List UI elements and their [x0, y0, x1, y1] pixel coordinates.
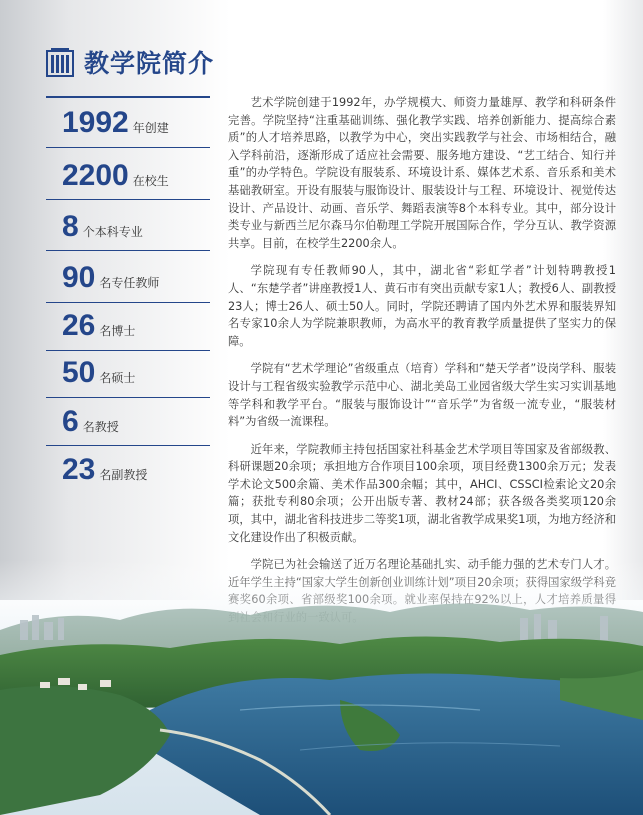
stat-divider	[46, 302, 210, 303]
stat-value: 8	[62, 210, 79, 243]
stat-masters	[62, 358, 135, 388]
stat-value: 50	[62, 356, 96, 389]
stat-label: 在校生	[132, 174, 169, 188]
stat-majors	[62, 212, 143, 242]
stat-students	[62, 161, 169, 191]
article-paragraph: 学院现有专任教师90人，其中，湖北省“彩虹学者”计划特聘教授1人、“东楚学者”讲座教授1人、黄石市有突出贡献专家1人；教授6人、副教授23人；博士26人、硕士50人。同时，学院还聘请了国内外艺术界和服装界知名专家10余人为学院兼职教师，为高水平的教育教学质量提供了坚实力的保障。	[228, 264, 616, 348]
stat-label: 年创建	[132, 121, 169, 135]
header-divider	[46, 96, 210, 98]
stat-value: 2200	[62, 159, 129, 192]
stat-label: 名博士	[99, 324, 136, 338]
stat-doctors	[62, 311, 135, 341]
stat-professors	[62, 407, 119, 437]
stat-associate-professors	[62, 455, 147, 485]
stat-divider	[46, 350, 210, 351]
left-edge-shade	[0, 0, 230, 600]
stat-label: 名副教授	[99, 468, 148, 482]
stat-label: 名硕士	[99, 371, 136, 385]
page-title: 教学院简介	[84, 49, 215, 78]
stat-divider	[46, 147, 210, 148]
stat-label: 名教授	[82, 420, 119, 434]
building-icon	[46, 47, 74, 77]
campus-landscape-photo	[0, 560, 643, 815]
stat-founded	[62, 108, 169, 138]
stat-label: 名专任教师	[99, 276, 160, 290]
stat-divider	[46, 397, 210, 398]
stat-value: 23	[62, 453, 96, 486]
page-header	[46, 44, 214, 80]
stat-divider	[46, 250, 210, 251]
stat-label: 个本科专业	[82, 225, 143, 239]
stat-teachers	[62, 263, 159, 293]
article-body	[228, 94, 616, 637]
article-paragraph: 艺术学院创建于1992年，办学规模大、师资力量雄厚、教学和科研条件完善。学院坚持“注重基础训练、强化教学实践、培养创新能力、提高综合素质”的人才培养思路，以教学为中心，突出实践教学与社会、市场相结合，融入学科前沿，逐渐形成了适应社会需要、服务地方建设、“艺工结合、知行并重”的办学特色。学院设有服装系、环境设计系、媒体艺术系、音乐系和美术基础教研室。开设有服装与服饰设计、服装设计与工程、环境设计、视觉传达设计、产品设计、动画、音乐学、舞蹈表演等8个本科专业。其中，部分设计类专业与新西兰尼尔森马尔伯勒理工学院开展国际合作，学分互认、教学资源共享。目前，在校学生2200余人。	[228, 96, 616, 250]
article-paragraph: 近年来，学院教师主持包括国家社科基金艺术学项目等国家及省部级教、科研课题20余项；承担地方合作项目100余项，项目经费1300余万元；发表学术论文500余篇、美术作品300余幅；其中，AHCI、CSSCI检索论文20余篇；获批专利80余项；公开出版专著、教材24部；获各级各类奖项120余项，其中，湖北省科技进步二等奖1项，湖北省教学成果奖1项，为地方经济和文化建设作出了积极贡献。	[228, 442, 616, 544]
stat-value: 26	[62, 309, 96, 342]
stat-divider	[46, 445, 210, 446]
stat-value: 6	[62, 405, 79, 438]
stat-value: 90	[62, 261, 96, 294]
article-paragraph: 学院有“艺术学理论”省级重点（培育）学科和“楚天学者”设岗学科、服装设计与工程省级实验教学示范中心、湖北美岛工业园省级大学生实习实训基地等学科和教学平台。“服装与服饰设计”“音乐学”为省级一流专业，“服装材料”为省级一流课程。	[228, 362, 616, 429]
stat-value: 1992	[62, 106, 129, 139]
stat-divider	[46, 199, 210, 200]
